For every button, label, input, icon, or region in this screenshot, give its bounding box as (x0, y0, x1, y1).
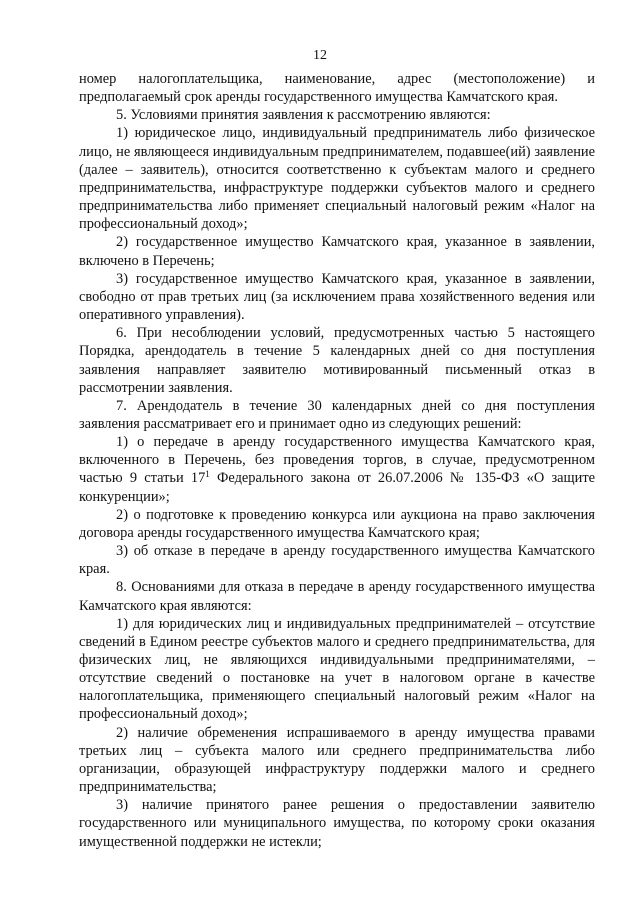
paragraph: номер налогоплательщика, наименование, адрес (местоположение) и предполагаемый срок аренды государственного имущества Камчатского края. (79, 71, 595, 106)
paragraph: 1) для юридических лиц и индивидуальных предпринимателей – отсутствие сведений в Едином реестре субъектов малого и среднего предпринимательства, для физических лиц, не являющихся индивидуальными предпринимателями, –отсутствие сведений о постановке на учет в налоговом органе в качестве налогоплательщика, применяющего специальный налоговый режим «Налог на профессиональный доход»; (79, 615, 595, 723)
superscript: 1 (205, 469, 210, 480)
paragraph: 3) об отказе в передаче в аренду государственного имущества Камчатского края. (79, 543, 595, 578)
paragraph: 1) юридическое лицо, индивидуальный предприниматель либо физическое лицо, не являющееся индивидуальным предпринимателем, подавшее(ий) заявление (далее – заявитель), относится соответственно к субъектам малого и среднего предпринимательства, инфраструктуре поддержки субъектов малого и среднего предпринимательства либо применяет специальный налоговый режим «Налог на профессиональный доход»; (79, 125, 595, 233)
paragraph (79, 433, 595, 506)
page-number: 12 (313, 48, 327, 63)
paragraph: 2) государственное имущество Камчатского края, указанное в заявлении, включено в Перечень; (79, 234, 595, 269)
paragraph: 3) государственное имущество Камчатского края, указанное в заявлении, свободно от прав третьих лиц (за исключением права хозяйственного ведения или оперативного управления). (79, 270, 595, 324)
document-body (79, 70, 595, 851)
paragraph: 2) о подготовке к проведению конкурса или аукциона на право заключения договора аренды государственного имущества Камчатского края; (79, 506, 595, 541)
paragraph: 2) наличие обременения испрашиваемого в аренду имущества правами третьих лиц – субъекта малого или среднего предпринимательства либо организации, образующей инфраструктуру поддержки малого и среднего предпринимательства; (79, 724, 595, 796)
paragraph: 7. Арендодатель в течение 30 календарных дней со дня поступления заявления рассматривает его и принимает одно из следующих решений: (79, 397, 595, 432)
paragraph-text: Федерального закона от 26.07.2006 № 135-ФЗ «О защите конкуренции»; (79, 470, 595, 505)
paragraph: 8. Основаниями для отказа в передаче в аренду государственного имущества Камчатского края являются: (79, 579, 595, 614)
paragraph: 3) наличие принятого ранее решения о предоставлении заявителю государственного или муниципального имущества, по которому сроки оказания имущественной поддержки не истекли; (79, 797, 595, 850)
paragraph: 6. При несоблюдении условий, предусмотренных частью 5 настоящего Порядка, арендодатель в течение 5 календарных дней со дня поступления заявления направляет заявителю мотивированный письменный отказ в рассмотрении заявления. (79, 325, 595, 396)
paragraph-text: 1) о передаче в аренду государственного имущества Камчатского края, включенного в Перечень, без проведения торгов, в случае, предусмотренном частью 9 статьи 17 (79, 434, 595, 487)
paragraph: 5. Условиями принятия заявления к рассмотрению являются: (116, 107, 491, 124)
